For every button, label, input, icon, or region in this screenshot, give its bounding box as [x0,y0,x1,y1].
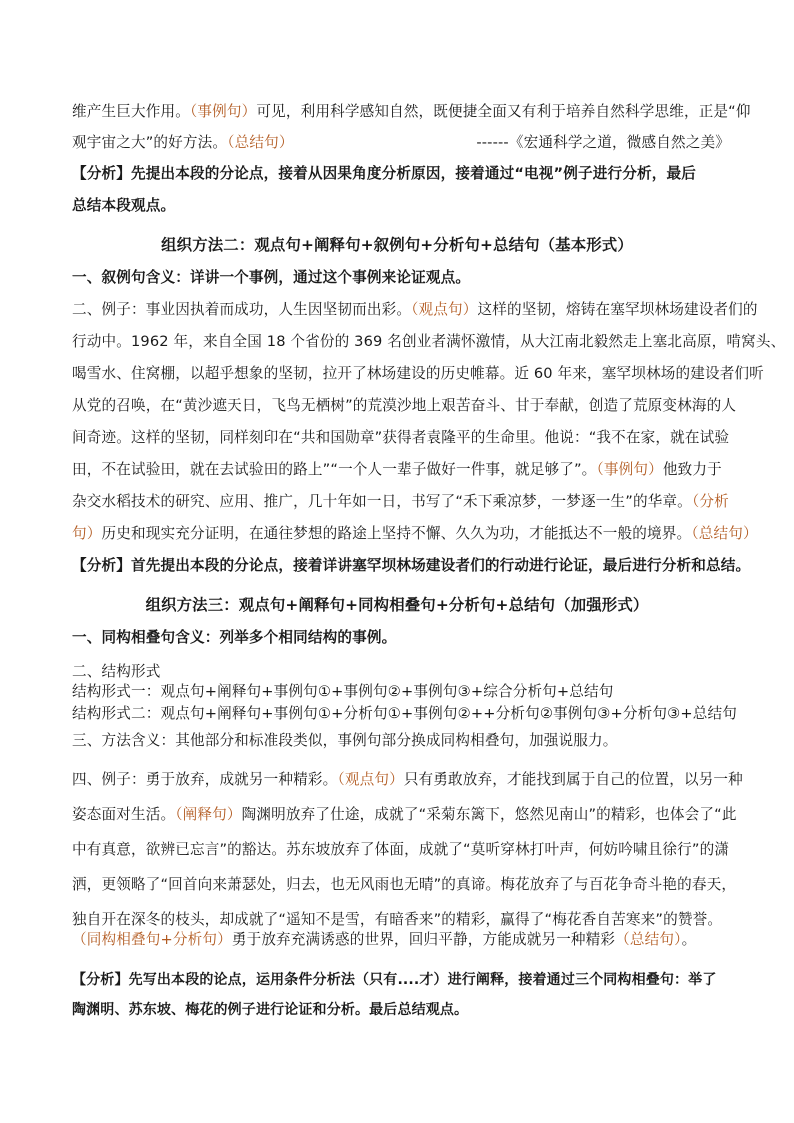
tag-analysis: 句） [72,525,102,542]
tag-summary: （总结句） [615,931,682,948]
text: 田，不在试验田，就在去试验田的路上”“一个人一辈子做好一件事，就足够了”。 [72,461,597,478]
method-3-meaning: 三、方法含义：其他部分和标准段类似，事例句部分换成同构相叠句，加强说服力。 [72,732,618,749]
method-3-example-line-5: 独自开在深冬的枝头，却成就了“遥知不是雪，有暗香来”的精彩，赢得了“梅花香自苦寒来”的赞誉。 [72,911,723,928]
method-2-definition: 一、叙例句含义：详讲一个事例，通过这个事例来论证观点。 [72,269,471,286]
tag-analysis: （分析 [691,493,729,510]
method-2-analysis: 【分析】首先提出本段的分论点，接着详讲塞罕坝林场建设者们的行动进行论证，最后进行分析和总结。 [72,557,751,574]
text: 他致力于 [662,461,722,478]
method-3-analysis-line-1: 【分析】先写出本段的论点，运用条件分析法（只有....才）进行阐释，接着通过三个同构相叠句：举了 [72,972,717,988]
method-3-example-line-3: 中有真意，欲辨已忘言”的豁达。苏东坡放弃了体面，成就了“莫听穿林打叶声，何妨吟啸且徐行”的潇 [72,841,730,858]
tag-explanation: （阐释句） [175,806,242,823]
method-3-analysis-line-2: 陶渊明、苏东坡、梅花的例子进行论证和分析。最后总结观点。 [72,1002,469,1018]
text: 观宇宙之大”的好方法。 [72,134,228,151]
method-2-example-line-8 [72,524,758,544]
method-2-title: 组织方法二：观点句+阐释句+叙例句+分析句+总结句（基本形式） [161,236,633,254]
analysis-1-line-2: 总结本段观点。 [72,197,176,214]
text: 杂交水稻技术的研究、应用、推广，几十年如一日，书写了“禾下乘凉梦，一梦逐一生”的华章。 [72,493,692,510]
text: 维产生巨大作用。 [72,103,190,120]
text: 。 [681,931,697,948]
method-2-example-line-3: 喝雪水、住窝棚，以超乎想象的坚韧，拉开了林场建设的历史帷幕。近 60 年来，塞罕坝林场的建设者们听 [72,365,764,382]
method-2-example-line-5: 间奇迹。这样的坚韧，同样刻印在“共和国勋章”获得者袁隆平的生命里。他说：“我不在家，就在试验 [72,429,730,446]
intro-line-2 [72,133,294,153]
text: 只有勇敢放弃，才能找到属于自己的位置，以另一种 [403,771,743,788]
text: 勇于放弃充满诱惑的世界，回归平静，方能成就另一种精彩 [231,931,616,948]
text: 历史和现实充分证明，在通往梦想的路途上坚持不懈、久久为功，才能抵达不一般的境界。 [101,525,692,542]
method-3-example-line-2 [72,805,737,825]
structure-heading: 二、结构形式 [72,663,161,680]
method-3-title: 组织方法三：观点句+阐释句+同构相叠句+分析句+总结句（加强形式） [145,596,649,614]
text: 姿态面对生活。 [72,806,176,823]
method-2-example-line-7 [72,492,729,512]
text: 四、例子：勇于放弃，成就另一种精彩。 [72,771,338,788]
method-2-example-line-2: 行动中。1962 年，来自全国 18 个省份的 369 名创业者满怀激情，从大江南北毅然走上塞北高原，啃窝头、 [72,333,786,350]
analysis-1-line-1: 【分析】先提出本段的分论点，接着从因果角度分析原因，接着通过“电视”例子进行分析，最后 [72,165,696,182]
structure-form-2: 结构形式二：观点句+阐释句+事例句①+分析句①+事例句②++分析句②事例句③+分析句③+总结句 [72,705,737,722]
method-2-example-line-6 [72,460,722,480]
tag-parallel-analysis: （同构相叠句+分析句） [72,931,232,948]
tag-viewpoint: （观点句） [337,771,404,788]
method-3-example-line-1 [72,770,743,790]
method-3-definition: 一、同构相叠句含义：列举多个相同结构的事例。 [72,629,397,646]
tag-example: （事例句） [596,461,663,478]
method-3-example-line-6 [72,930,696,950]
method-2-example-line-4: 从党的召唤，在“黄沙遮天日，飞鸟无栖树”的荒漠沙地上艰苦奋斗、甘于奉献，创造了荒原变林海的人 [72,397,737,414]
text: 这样的坚韧，熔铸在塞罕坝林场建设者们的 [477,301,758,318]
tag-summary: （总结句） [227,134,294,151]
text: 陶渊明放弃了仕途，成就了“采菊东篱下，悠然见南山”的精彩，也体会了“此 [241,806,737,823]
text: 二、例子：事业因执着而成功，人生因坚韧而出彩。 [72,301,412,318]
tag-viewpoint: （观点句） [411,301,478,318]
method-2-example-line-1 [72,300,758,320]
source-citation: ------《宏通科学之道，微感自然之美》 [476,134,730,151]
structure-form-1: 结构形式一：观点句+阐释句+事例句①+事例句②+事例句③+综合分析句+总结句 [72,683,614,700]
tag-example: （事例句） [189,103,257,120]
method-3-example-line-4: 洒，更领略了“回首向来萧瑟处，归去，也无风雨也无晴”的真谛。梅花放弃了与百花争奇斗艳的春天， [72,876,737,893]
tag-summary: （总结句） [691,525,758,542]
intro-line-1 [72,102,751,122]
text: 可见，利用科学感知自然，既便捷全面又有利于培养自然科学思维，正是“仰 [256,103,751,120]
